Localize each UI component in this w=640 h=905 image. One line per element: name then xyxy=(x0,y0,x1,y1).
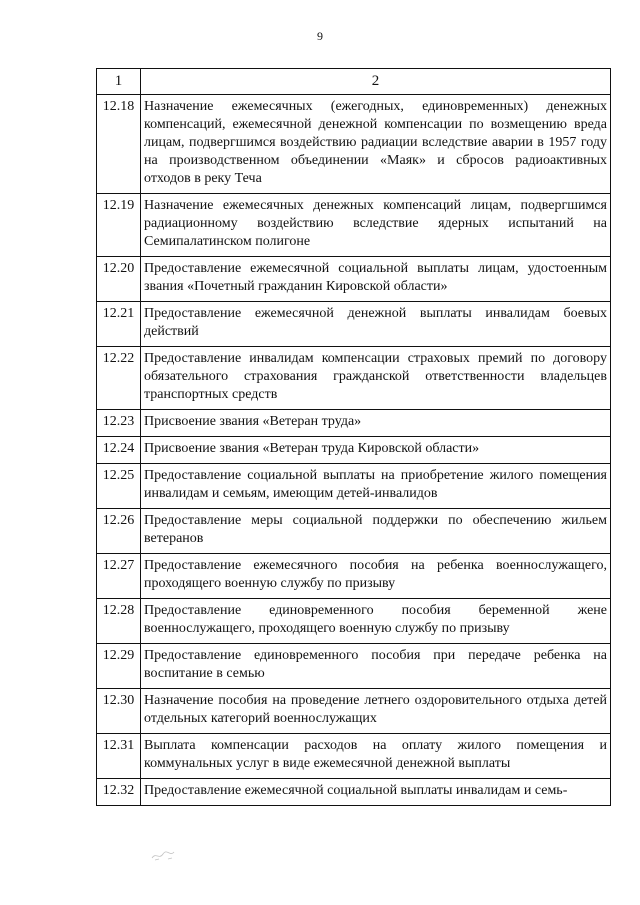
table-row xyxy=(97,509,611,554)
row-number: 12.32 xyxy=(97,779,141,806)
row-description: Назначение ежемесячных (ежегодных, единовременных) денежных компенсаций, ежемесячной денежной компенсации по возмещению вреда лицам, подвергшимся воздействию радиации вследствие аварии в 1957 году на производственном объединении «Маяк» и сбросов радиоактивных отходов в реку Теча xyxy=(141,95,611,194)
row-number: 12.23 xyxy=(97,410,141,437)
row-description: Предоставление ежемесячной социальной выплаты лицам, удостоенным звания «Почетный гражданин Кировской области» xyxy=(141,257,611,302)
column-header-description: 2 xyxy=(141,69,611,95)
table-row xyxy=(97,347,611,410)
row-description: Выплата компенсации расходов на оплату жилого помещения и коммунальных услуг в виде ежемесячной денежной выплаты xyxy=(141,734,611,779)
page-number: 9 xyxy=(317,29,323,43)
row-description: Назначение ежемесячных денежных компенсаций лицам, подвергшимся радиационному воздействию вследствие ядерных испытаний на Семипалатинском полигоне xyxy=(141,194,611,257)
pen-mark xyxy=(150,848,180,862)
table-row xyxy=(97,554,611,599)
row-description: Присвоение звания «Ветеран труда Кировской области» xyxy=(141,437,611,464)
column-header-number: 1 xyxy=(97,69,141,95)
table-row xyxy=(97,257,611,302)
row-number: 12.24 xyxy=(97,437,141,464)
table-header-row xyxy=(97,69,611,95)
table-row xyxy=(97,734,611,779)
table-row xyxy=(97,779,611,806)
row-description: Предоставление меры социальной поддержки по обеспечению жильем ветеранов xyxy=(141,509,611,554)
row-number: 12.30 xyxy=(97,689,141,734)
table-row xyxy=(97,194,611,257)
table-row xyxy=(97,410,611,437)
row-description: Назначение пособия на проведение летнего оздоровительного отдыха детей отдельных категорий военнослужащих xyxy=(141,689,611,734)
row-description: Предоставление ежемесячной денежной выплаты инвалидам боевых действий xyxy=(141,302,611,347)
row-number: 12.26 xyxy=(97,509,141,554)
row-number: 12.21 xyxy=(97,302,141,347)
row-number: 12.19 xyxy=(97,194,141,257)
row-number: 12.18 xyxy=(97,95,141,194)
row-number: 12.27 xyxy=(97,554,141,599)
row-description: Присвоение звания «Ветеран труда» xyxy=(141,410,611,437)
table-row xyxy=(97,95,611,194)
row-description: Предоставление инвалидам компенсации страховых премий по договору обязательного страхования гражданской ответственности владельцев транспортных средств xyxy=(141,347,611,410)
row-description: Предоставление единовременного пособия при передаче ребенка на воспитание в семью xyxy=(141,644,611,689)
row-number: 12.25 xyxy=(97,464,141,509)
row-description: Предоставление ежемесячного пособия на ребенка военнослужащего, проходящего военную службу по призыву xyxy=(141,554,611,599)
table-row xyxy=(97,644,611,689)
table-row xyxy=(97,689,611,734)
table-row xyxy=(97,302,611,347)
row-number: 12.29 xyxy=(97,644,141,689)
row-description: Предоставление ежемесячной социальной выплаты инвалидам и семь- xyxy=(141,779,611,806)
row-number: 12.20 xyxy=(97,257,141,302)
row-description: Предоставление единовременного пособия беременной жене военнослужащего, проходящего военную службу по призыву xyxy=(141,599,611,644)
row-description: Предоставление социальной выплаты на приобретение жилого помещения инвалидам и семьям, имеющим детей-инвалидов xyxy=(141,464,611,509)
services-table xyxy=(96,68,611,806)
row-number: 12.22 xyxy=(97,347,141,410)
table-row xyxy=(97,599,611,644)
table-row xyxy=(97,464,611,509)
row-number: 12.28 xyxy=(97,599,141,644)
table-row xyxy=(97,437,611,464)
row-number: 12.31 xyxy=(97,734,141,779)
